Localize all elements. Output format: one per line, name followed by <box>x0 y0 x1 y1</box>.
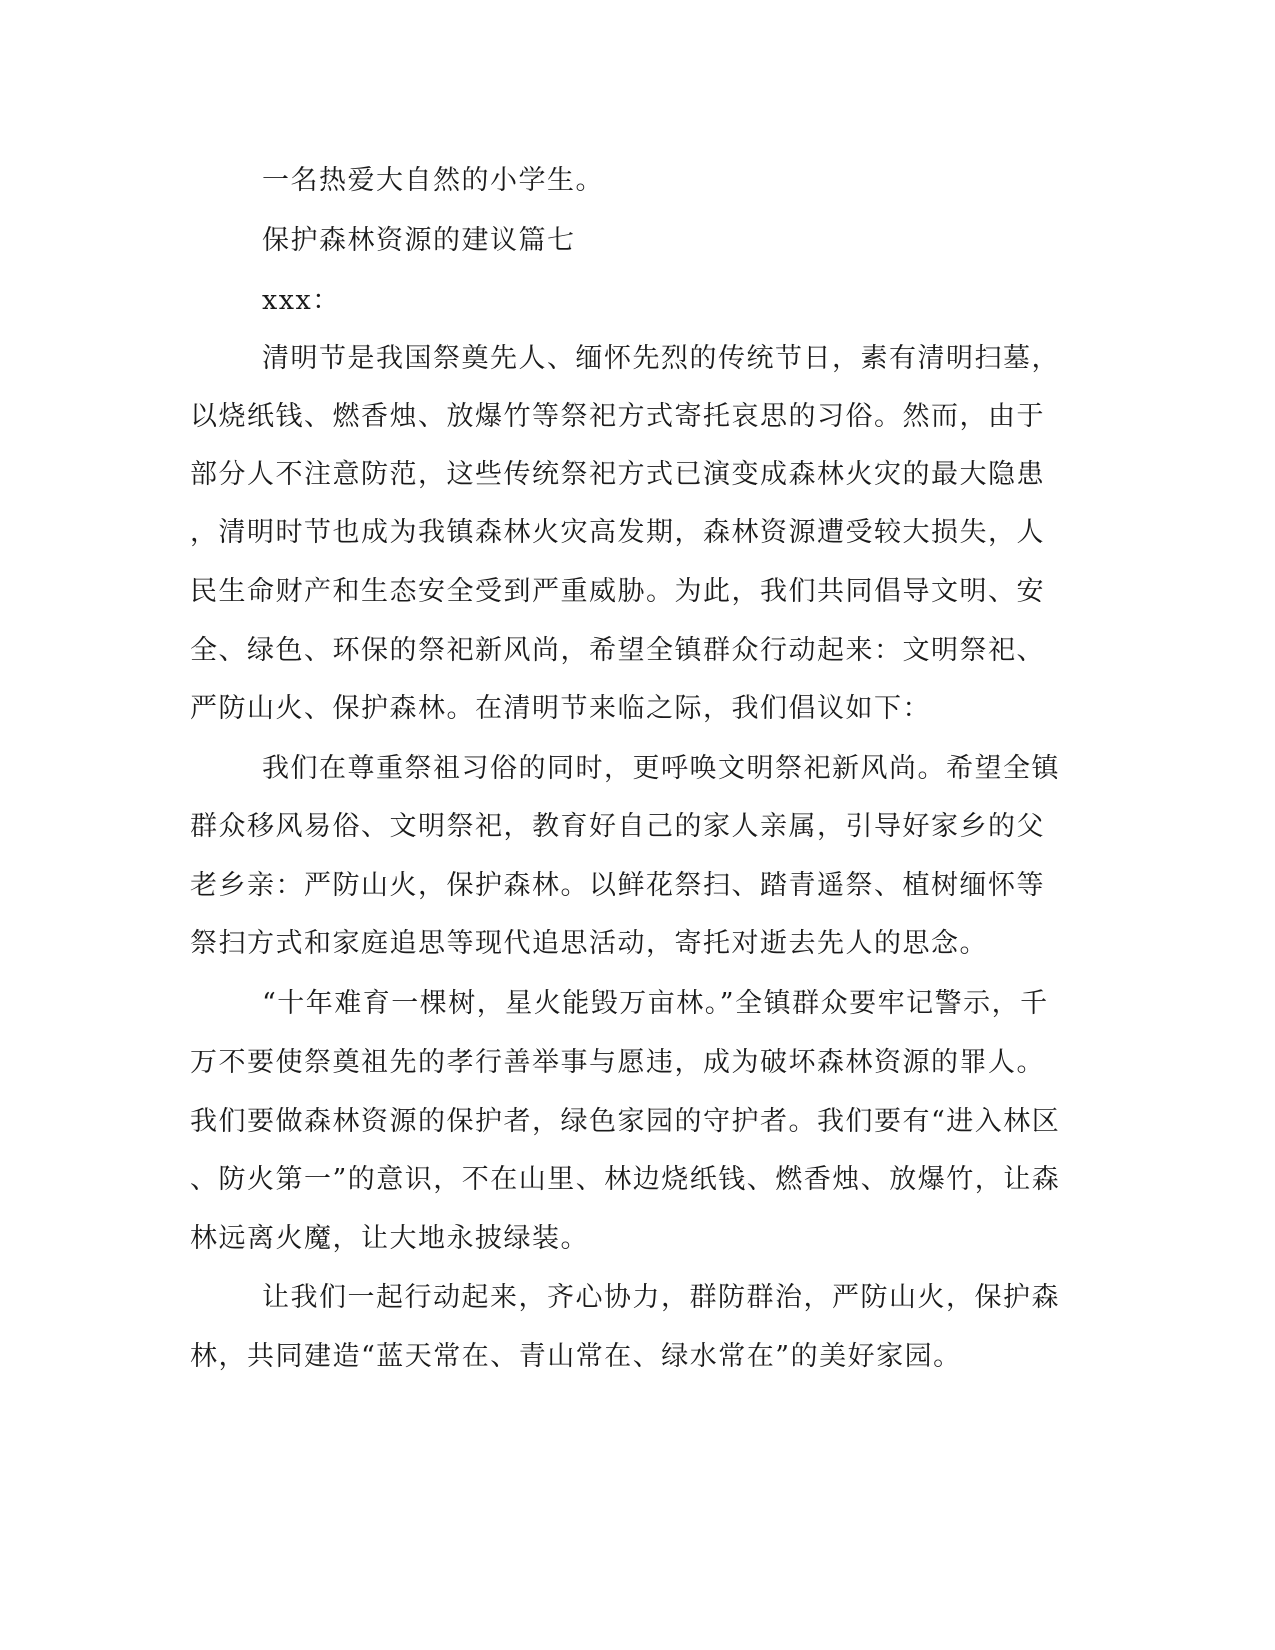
salutation: xxx： <box>262 285 341 316</box>
section-title: 保护森林资源的建议篇七 <box>262 225 576 256</box>
paragraph-line: 我们在尊重祭祖习俗的同时，更呼唤文明祭祀新风尚。希望全镇 <box>262 753 1060 784</box>
paragraph-line: 严防山火、保护森林。在清明节来临之际，我们倡议如下： <box>190 693 931 724</box>
paragraph-line: 群众移风易俗、文明祭祀，教育好自己的家人亲属，引导好家乡的父 <box>190 811 1045 842</box>
paragraph-line: 部分人不注意防范，这些传统祭祀方式已演变成森林火灾的最大隐患 <box>190 459 1045 490</box>
closing-line: 一名热爱大自然的小学生。 <box>262 165 604 196</box>
paragraph-line: 以烧纸钱、燃香烛、放爆竹等祭祀方式寄托哀思的习俗。然而，由于 <box>190 401 1045 432</box>
paragraph-line: 老乡亲：严防山火，保护森林。以鲜花祭扫、踏青遥祭、植树缅怀等 <box>190 870 1045 901</box>
paragraph-line: 林远离火魔，让大地永披绿装。 <box>190 1223 589 1254</box>
paragraph-line: “十年难育一棵树，星火能毁万亩林。”全镇群众要牢记警示，千 <box>262 988 1049 1019</box>
paragraph-line: 、防火第一”的意识，不在山里、林边烧纸钱、燃香烛、放爆竹，让森 <box>190 1164 1061 1195</box>
paragraph-line: 全、绿色、环保的祭祀新风尚，希望全镇群众行动起来：文明祭祀、 <box>190 635 1045 666</box>
paragraph-line: 民生命财产和生态安全受到严重威胁。为此，我们共同倡导文明、安 <box>190 576 1045 607</box>
paragraph-line: 祭扫方式和家庭追思等现代追思活动，寄托对逝去先人的思念。 <box>190 928 988 959</box>
paragraph-line: 万不要使祭奠祖先的孝行善举事与愿违，成为破坏森林资源的罪人。 <box>190 1047 1045 1078</box>
paragraph-line: ，清明时节也成为我镇森林火灾高发期，森林资源遭受较大损失，人 <box>190 517 1045 548</box>
paragraph-line: 让我们一起行动起来，齐心协力，群防群治，严防山火，保护森 <box>262 1282 1060 1313</box>
paragraph-line: 林，共同建造“蓝天常在、青山常在、绿水常在”的美好家园。 <box>190 1341 962 1372</box>
paragraph-line: 我们要做森林资源的保护者，绿色家园的守护者。我们要有“进入林区 <box>190 1106 1061 1137</box>
paragraph-line: 清明节是我国祭奠先人、缅怀先烈的传统节日，素有清明扫墓， <box>262 343 1060 374</box>
